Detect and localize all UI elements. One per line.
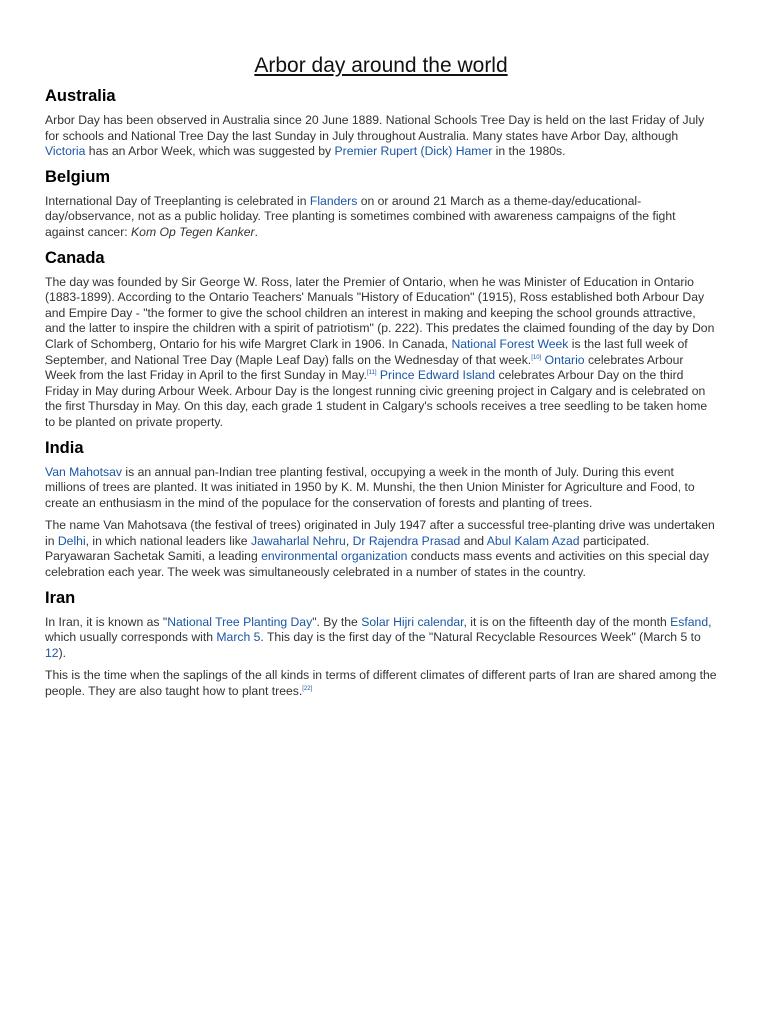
link-jawaharlal-nehru[interactable]: Jawaharlal Nehru (250, 533, 346, 548)
link-national-forest-week[interactable]: National Forest Week (451, 336, 569, 351)
text: and (460, 533, 487, 548)
text: , in which national leaders like (85, 533, 251, 548)
section-australia (45, 85, 717, 160)
text: is an annual pan-Indian tree planting festival, occupying a week in the month of July. During this event millions of trees are planted. It was initiated in 1950 by K. M. Munshi, the then Union Minister for Agriculture and Food, to create an enthusiasm in the mind of the populace for the conservation of forests and planting of trees. (45, 464, 695, 510)
text: celebrates Arbour Week from the last Friday in April to the first Sunday in May. (45, 352, 684, 383)
text: on or around 21 March as a theme-day/educational-day/observance, not as a public holiday. Tree planting is sometimes combined with awareness campaigns of the fight against cancer: (45, 193, 676, 239)
text: ". By the (312, 614, 362, 629)
text: ). (58, 645, 67, 660)
text: in the 1980s. (492, 144, 566, 159)
text: participated. Paryawaran Sachetak Samiti, a leading (45, 533, 650, 564)
paragraph (45, 465, 717, 512)
section-heading: Australia (45, 87, 116, 105)
text: The name Van Mahotsava (the festival of trees) originated in July 1947 after a successful tree-planting drive was undertaken in (45, 518, 715, 548)
text: International Day of Treeplanting is celebrated in (45, 193, 310, 208)
section-india (45, 437, 717, 581)
link-victoria[interactable]: Victoria (45, 144, 86, 159)
reference-link[interactable]: [22] (302, 685, 313, 692)
link-environmental-organization[interactable]: environmental organization (261, 549, 408, 564)
link-van-mahotsav[interactable]: Van Mahotsav (45, 464, 123, 479)
paragraph (45, 275, 717, 431)
section-belgium (45, 166, 717, 241)
section-heading: Belgium (45, 167, 111, 186)
link-solar-hijri-calendar[interactable]: Solar Hijri calendar (361, 614, 464, 629)
paragraph (45, 518, 717, 580)
paragraph (45, 668, 717, 699)
link-abul-kalam-azad[interactable]: Abul Kalam Azad (486, 533, 580, 548)
text: has an Arbor Week, which was suggested by (85, 144, 335, 159)
link-ontario[interactable]: Ontario (544, 352, 585, 367)
paragraph (45, 113, 717, 160)
link-flanders[interactable]: Flanders (309, 193, 358, 208)
link-march-12[interactable]: 12 (45, 645, 59, 660)
text: . This day is the first day of the "Natural Recyclable Resources Week" (March 5 to (260, 630, 701, 645)
text: . (254, 224, 258, 239)
text: In Iran, it is known as " (45, 614, 168, 629)
section-heading: India (45, 438, 84, 457)
text: celebrates Arbour Day on the third Friday in May during Arbour Week. Arbour Day is the longest running civic greening project in Calgary and is celebrated on the first Thursday in May. On this day, each grade 1 student in Calgary's schools receives a tree seedling to be taken home to be planted on private property. (45, 368, 708, 429)
link-national-tree-planting-day[interactable]: National Tree Planting Day (167, 614, 313, 629)
paragraph (45, 194, 717, 241)
text: The day was founded by Sir George W. Ross, later the Premier of Ontario, when he was Minister of Education in Ontario (1883-1899). According to the Ontario Teachers' Manuals "History of Education" (1915), Ross established both Arbour Day and Empire Day - "the former to give the school children an interest in making and keeping the school grounds attractive, and the latter to inspire the children with a spirit of patriotism" (p. 222). This predates the claimed founding of the day by Don Clark of Schomberg, Ontario for his wife Margret Clark in 1906. In Canada, (45, 274, 715, 351)
link-rajendra-prasad[interactable]: Dr Rajendra Prasad (352, 533, 461, 548)
text: This is the time when the saplings of the all kinds in terms of different climates of different parts of Iran are shared among the people. They are also taught how to plant trees. (45, 668, 717, 699)
section-heading: Canada (45, 248, 105, 267)
link-esfand[interactable]: Esfand (670, 614, 709, 629)
link-rupert-hamer[interactable]: Premier Rupert (Dick) Hamer (334, 144, 493, 159)
link-prince-edward-island[interactable]: Prince Edward Island (379, 368, 496, 383)
text: , it is on the fifteenth day of the month (463, 614, 671, 629)
section-iran (45, 587, 717, 700)
reference-link[interactable]: [10] (531, 354, 542, 361)
text: is the last full week of September, and National Tree Day (Maple Leaf Day) falls on the Wednesday of that week. (45, 336, 688, 367)
paragraph (45, 615, 717, 662)
section-canada (45, 247, 717, 431)
page-title: Arbor day around the world (254, 54, 508, 77)
text: Arbor Day has been observed in Australia since 20 June 1889. National Schools Tree Day is held on the last Friday of July for schools and National Tree Day the last Sunday in July throughout Australia. Many states have Arbor Day, although (45, 113, 705, 143)
campaign-name: Kom Op Tegen Kanker (131, 224, 255, 239)
link-march-5[interactable]: March 5 (216, 630, 261, 645)
text: , which usually corresponds with (45, 614, 712, 645)
document-page (45, 0, 717, 700)
section-heading: Iran (45, 588, 76, 607)
text: conducts mass events and activities on this special day celebration each year. The week was simultaneously celebrated in a number of states in the country. (45, 549, 709, 580)
link-delhi[interactable]: Delhi (57, 533, 86, 548)
text: , (345, 533, 353, 548)
reference-link[interactable]: [11] (366, 370, 377, 377)
